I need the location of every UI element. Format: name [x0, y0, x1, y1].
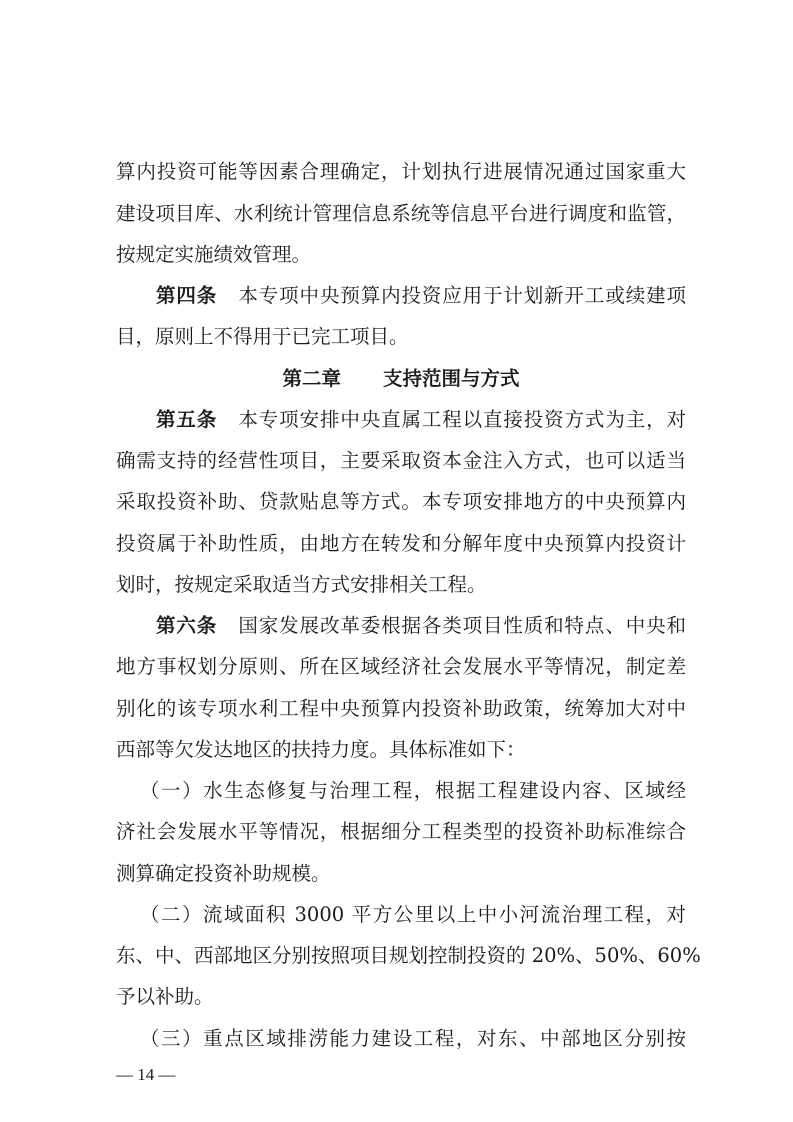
chapter-title: 支持范围与方式 [383, 367, 520, 390]
item-3-first-line: （三）重点区域排涝能力建设工程，对东、中部地区分别按 [140, 1027, 686, 1050]
item-2-first-line: （二）流域面积 3000 平方公里以上中小河流治理工程，对 [140, 903, 686, 926]
article-4-first-line [156, 282, 686, 310]
article-6-text: 国家发展改革委根据各类项目性质和特点、中央和 [238, 614, 686, 637]
paragraph-line: 采取投资补助、贷款贴息等方式。本专项安排地方的中央预算内 [116, 490, 686, 513]
paragraph-line: 予以补助。 [116, 985, 214, 1008]
paragraph-line: 划时，按规定采取适当方式安排相关工程。 [116, 573, 487, 596]
article-5-label: 第五条 [156, 408, 218, 431]
article-6-first-line [156, 612, 686, 640]
paragraph-line: 别化的该专项水利工程中央预算内投资补助政策，统筹加大对中 [116, 697, 686, 720]
paragraph-line: 投资属于补助性质，由地方在转发和分解年度中央预算内投资计 [116, 532, 686, 555]
paragraph-line: 按规定实施绩效管理。 [116, 243, 312, 266]
paragraph-line: 建设项目库、水利统计管理信息系统等信息平台进行调度和监管， [116, 202, 686, 225]
article-5-first-line [156, 406, 686, 434]
paragraph-line: 确需支持的经营性项目，主要采取资本金注入方式，也可以适当 [116, 449, 686, 472]
article-4-label: 第四条 [156, 284, 218, 307]
paragraph-line: 测算确定投资补助规模。 [116, 862, 331, 885]
article-6-label: 第六条 [156, 614, 218, 637]
paragraph-line: 算内投资可能等因素合理确定，计划执行进展情况通过国家重大 [116, 160, 686, 183]
article-5-text: 本专项安排中央直属工程以直接投资方式为主，对 [238, 408, 686, 431]
paragraph-line: 目，原则上不得用于已完工项目。 [116, 325, 409, 348]
article-4-text: 本专项中央预算内投资应用于计划新开工或续建项 [238, 284, 686, 307]
paragraph-line: 东、中、西部地区分别按照项目规划控制投资的 20%、50%、60% [116, 944, 701, 967]
chapter-heading [116, 365, 686, 393]
paragraph-line: 西部等欠发达地区的扶持力度。具体标准如下： [116, 738, 526, 761]
paragraph-line: 济社会发展水平等情况，根据细分工程类型的投资补助标准综合 [116, 820, 686, 843]
item-1-first-line: （一）水生态修复与治理工程，根据工程建设内容、区域经 [140, 779, 686, 802]
page-number: — 14 — [116, 1065, 176, 1084]
paragraph-line: 地方事权划分原则、所在区域经济社会发展水平等情况，制定差 [116, 655, 686, 678]
chapter-number: 第二章 [282, 367, 341, 390]
